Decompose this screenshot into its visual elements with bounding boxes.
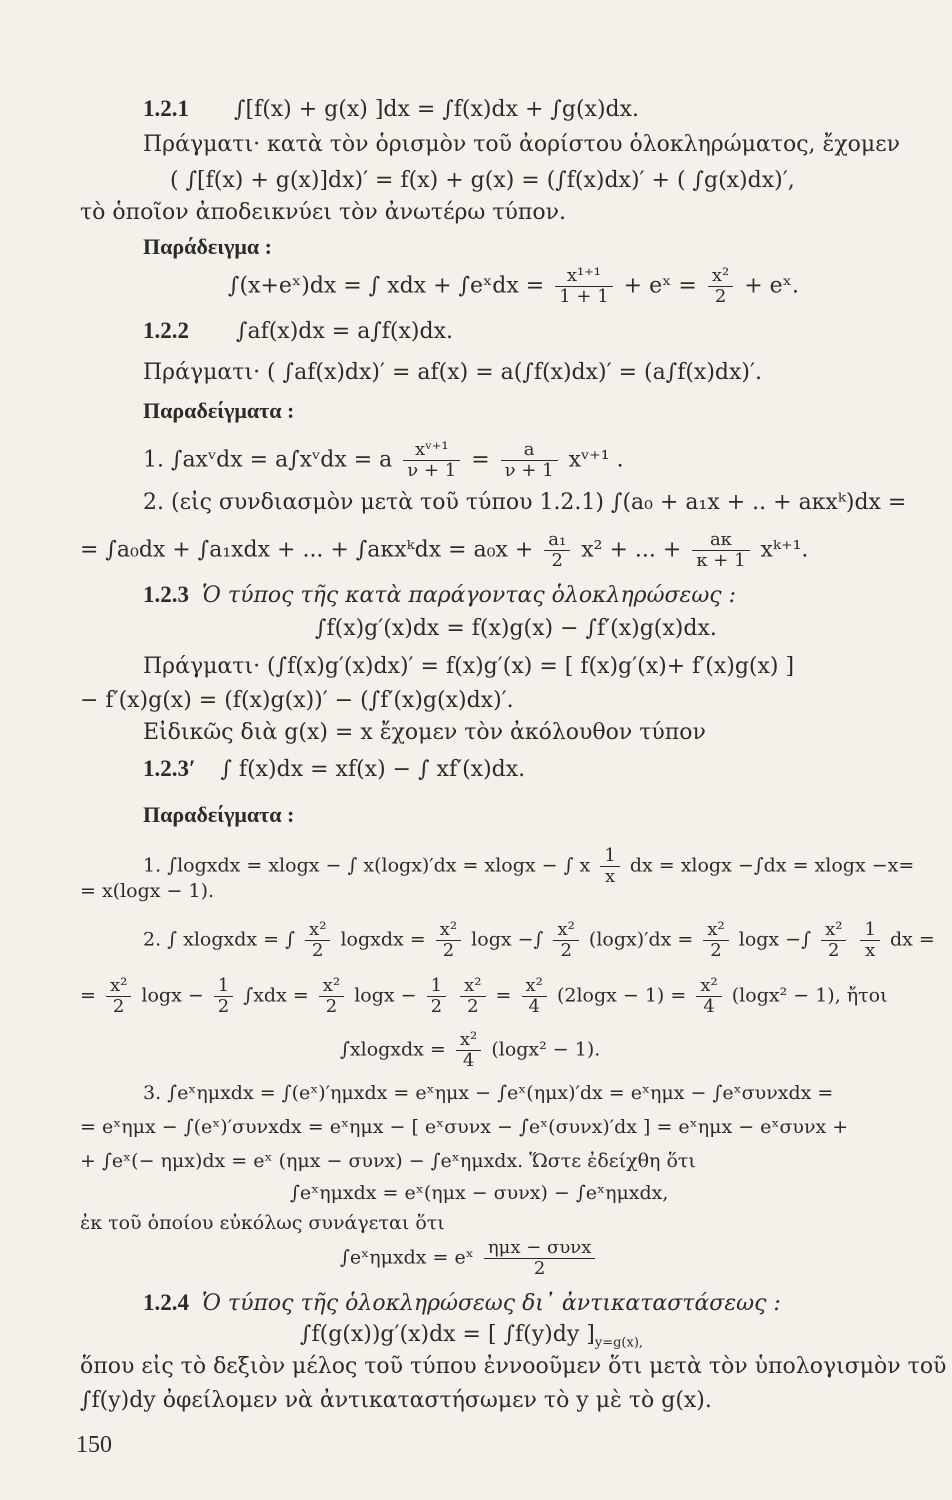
formula-part: (logx)′dx =	[588, 928, 694, 951]
fraction: $\frac{\text{x²}}{2}$	[553, 920, 578, 961]
formula-part: =	[80, 984, 96, 1007]
fraction: $\frac{\text{x²}}{2}$	[319, 976, 344, 1017]
example-2-line-2	[80, 976, 888, 1017]
fraction: $\frac{\text{x²}}{2}$	[460, 976, 485, 1017]
text-line: Πράγματι· (∫f(x)g′(x)dx)′ = f(x)g′(x) = [ f(x)g′(x)+ f′(x)g(x) ]	[143, 654, 795, 679]
example-3-line-1: 3. ∫eˣημxdx = ∫(eˣ)′ημxdx = eˣημx − ∫eˣ(ημx)′dx = eˣημx − ∫eˣσυνxdx =	[143, 1082, 834, 1104]
example-3-line-5: ἐκ τοῦ ὁποίου εὐκόλως συνάγεται ὅτι	[80, 1212, 445, 1234]
section-1-2-3	[143, 582, 736, 609]
formula: ∫af(x)dx = a∫f(x)dx.	[236, 319, 453, 344]
example-1-line-1	[143, 846, 914, 887]
formula-part: dx =	[889, 928, 935, 951]
formula-part: + eˣ =	[623, 273, 697, 299]
example-formula	[228, 266, 799, 307]
text-line: Εἰδικῶς διὰ g(x) = x ἔχομεν τὸν ἀκόλουθον τύπον	[143, 720, 706, 745]
formula-part: + eˣ.	[744, 273, 799, 299]
example-1	[143, 440, 624, 481]
example-1-line-2: = x(logx − 1).	[80, 880, 215, 902]
example-2-line-1	[143, 920, 935, 961]
examples-heading: Παραδείγματα :	[143, 802, 295, 827]
formula-part: logx −	[354, 984, 417, 1007]
formula-part: = ∫a₀dx + ∫a₁xdx + ... + ∫aκxᵏdx = a₀x +	[80, 537, 534, 563]
formula-part: x² + ... +	[581, 537, 682, 563]
example-3-result	[340, 1238, 599, 1279]
example-3-line-4: ∫eˣημxdx = eˣ(ημx − συνx) − ∫eˣημxdx,	[290, 1182, 669, 1204]
formula-part: 2. ∫ xlogxdx = ∫	[143, 928, 295, 951]
formula-part: logx −∫	[471, 928, 544, 951]
formula: ∫[f(x) + g(x) ]dx = ∫f(x)dx + ∫g(x)dx.	[234, 97, 640, 122]
formula-part: dx = xlogx −∫dx = xlogx −x=	[629, 854, 915, 877]
page-number: 150	[76, 1432, 112, 1458]
fraction: $\frac{\text{x²}}{2}$	[106, 976, 131, 1017]
formula-line: ∫f(x)g′(x)dx = f(x)g(x) − ∫f′(x)g(x)dx.	[315, 616, 717, 641]
fraction: $\frac{\text{x²}}{4}$	[522, 976, 547, 1017]
formula-line: ( ∫[f(x) + g(x)]dx)′ = f(x) + g(x) = (∫f(x)dx)′ + ( ∫g(x)dx)′,	[170, 168, 795, 193]
fraction: $\frac{\text{xᵛ⁺¹}}{\nu + 1}$	[403, 440, 460, 481]
text-line: − f′(x)g(x) = (f(x)g(x))′ − (∫f′(x)g(x)dx)′.	[80, 688, 514, 713]
fraction: $\frac{\text{x²}}{2}$	[708, 266, 733, 307]
fraction: $\frac{\text{x²}}{4}$	[456, 1030, 481, 1071]
formula-part: logxdx =	[340, 928, 426, 951]
fraction: $\frac{a}{\nu + 1}$	[501, 440, 558, 481]
text-line: τὸ ὁποῖον ἀποδεικνύει τὸν ἀνωτέρω τύπον.	[80, 200, 566, 225]
fraction: $\frac{\text{x²}}{2}$	[305, 920, 330, 961]
fraction: $\frac{\text{a₁}}{2}$	[544, 530, 570, 571]
formula-part: 1. ∫axᵛdx = a∫xᵛdx = a	[143, 447, 393, 473]
formula-part: ∫(x+eˣ)dx = ∫ xdx + ∫eˣdx =	[228, 273, 545, 299]
formula-part: (logx² − 1).	[491, 1038, 601, 1061]
formula-part: logx −∫	[738, 928, 812, 951]
formula-line	[300, 1322, 643, 1356]
section-1-2-2	[143, 318, 453, 345]
section-number: 1.2.3	[143, 582, 189, 607]
formula-part: =	[495, 984, 512, 1007]
section-number: 1.2.3′	[143, 756, 196, 781]
formula-part: xᵏ⁺¹.	[760, 537, 809, 563]
fraction: $\frac{\text{x¹⁺¹}}{1 + 1}$	[555, 266, 612, 307]
formula-part: ∫eˣημxdx = eˣ	[340, 1246, 474, 1269]
example-2-line-2	[80, 530, 808, 571]
fraction: $\frac{1}{2}$	[214, 976, 233, 1017]
formula-part: logx −	[141, 984, 204, 1007]
example-heading: Παράδειγμα :	[143, 234, 272, 259]
section-number: 1.2.2	[143, 318, 189, 343]
formula: ∫ f(x)dx = xf(x) − ∫ xf′(x)dx.	[220, 757, 526, 782]
formula-part: xᵛ⁺¹ .	[568, 447, 624, 473]
fraction: $\frac{1}{2}$	[427, 976, 446, 1017]
fraction: $\frac{1}{x}$	[600, 846, 619, 887]
fraction: $\frac{\text{x²}}{4}$	[696, 976, 721, 1017]
example-3-line-2: = eˣημx − ∫(eˣ)′συνxdx = eˣημx − [ eˣσυνx − ∫eˣ(συνx)′dx ] = eˣημx − eˣσυνx +	[80, 1116, 849, 1138]
fraction: $\frac{a\kappa}{\kappa + 1}$	[692, 530, 749, 571]
example-2-result	[340, 1030, 600, 1071]
section-title: Ὁ τύπος τῆς κατὰ παράγοντας ὁλοκληρώσεως :	[202, 583, 736, 608]
example-2-line-1: 2. (εἰς συνδιασμὸν μετὰ τοῦ τύπου 1.2.1) ∫(a₀ + a₁x + .. + aκxᵏ)dx =	[143, 490, 907, 515]
formula-part: ∫xdx =	[243, 984, 309, 1007]
formula-part: (2logx − 1) =	[556, 984, 687, 1007]
formula-part: (logx² − 1), ἤτοι	[731, 984, 888, 1007]
formula-part: ∫xlogxdx =	[340, 1038, 446, 1061]
subscript: y=g(x),	[594, 1335, 644, 1351]
section-title: Ὁ τύπος τῆς ὁλοκληρώσεως δι᾽ ἀντικαταστάσεως :	[202, 1291, 781, 1316]
formula-part: ∫f(g(x))g′(x)dx = [ ∫f(y)dy ]	[300, 1322, 595, 1347]
fraction: $\frac{\text{ημx − συνx}}{2}$	[484, 1238, 595, 1279]
examples-heading: Παραδείγματα :	[143, 398, 295, 423]
section-1-2-3-prime	[143, 756, 525, 783]
formula-part: =	[471, 447, 490, 473]
text-line: ∫f(y)dy ὀφείλομεν νὰ ἀντικαταστήσωμεν τὸ y μὲ τὸ g(x).	[80, 1388, 712, 1413]
formula-part: 1. ∫logxdx = xlogx − ∫ x(logx)′dx = xlogx − ∫ x	[143, 854, 591, 877]
section-1-2-4	[143, 1290, 781, 1317]
fraction: $\frac{\text{x²}}{2}$	[703, 920, 728, 961]
fraction: $\frac{\text{x²}}{2}$	[436, 920, 461, 961]
text-line: Πράγματι· κατὰ τὸν ὁρισμὸν τοῦ ἀορίστου ὁλοκληρώματος, ἔχομεν	[143, 132, 900, 157]
fraction: $\frac{\text{x²}}{2}$	[821, 920, 846, 961]
section-1-2-1	[143, 96, 639, 123]
text-line: ὅπου εἰς τὸ δεξιὸν μέλος τοῦ τύπου ἐννοοῦμεν ὅτι μετὰ τὸν ὑπολογισμὸν τοῦ	[80, 1354, 947, 1379]
fraction: $\frac{1}{x}$	[860, 920, 879, 961]
text-line: Πράγματι· ( ∫af(x)dx)′ = af(x) = a(∫f(x)dx)′ = (a∫f(x)dx)′.	[143, 360, 762, 385]
section-number: 1.2.4	[143, 1290, 189, 1315]
section-number: 1.2.1	[143, 96, 189, 121]
example-3-line-3: + ∫eˣ(− ημx)dx = eˣ (ημx − συνx) − ∫eˣημxdx. Ὥστε ἐδείχθη ὅτι	[80, 1150, 696, 1172]
